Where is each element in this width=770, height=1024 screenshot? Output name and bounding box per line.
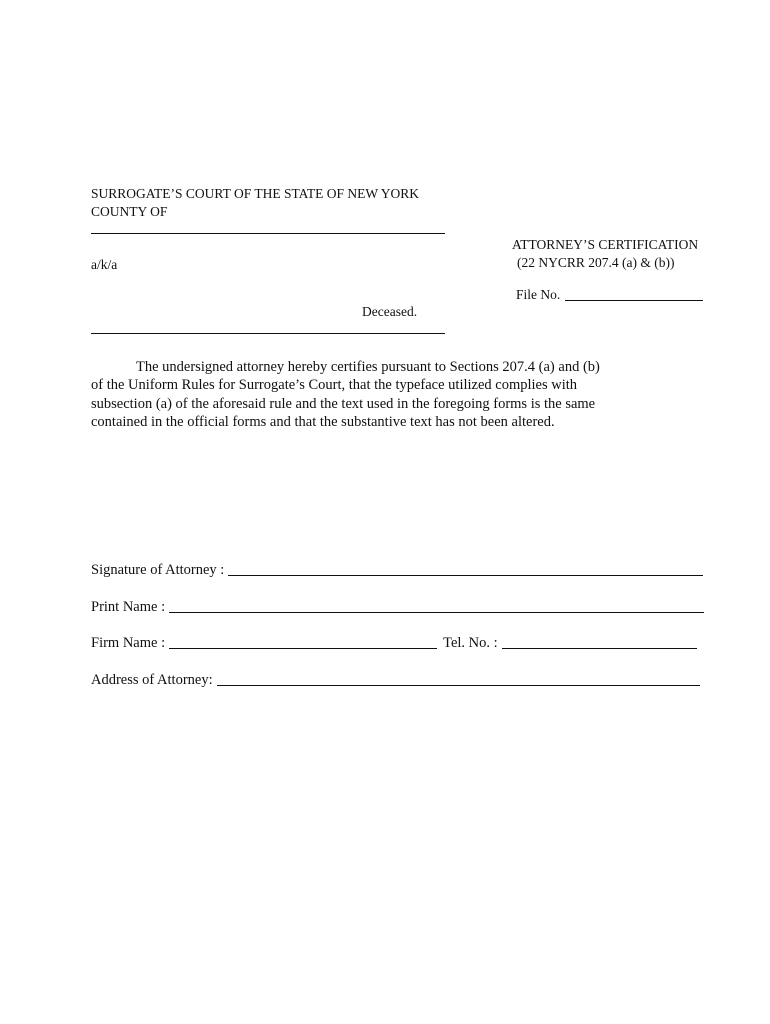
- address-field: [91, 670, 700, 689]
- print-name-label: Print Name :: [91, 599, 166, 615]
- print-name-input-line[interactable]: [169, 597, 704, 613]
- caption-bottom-rule: [91, 333, 445, 334]
- file-no-label: File No.: [516, 287, 561, 302]
- paragraph-line: of the Uniform Rules for Surrogate’s Court, that the typeface utilized complies with: [91, 377, 578, 394]
- firm-name-input-line[interactable]: [169, 633, 437, 649]
- signature-field: [91, 560, 703, 579]
- tel-input-line[interactable]: [502, 633, 697, 649]
- caption-top-rule: [91, 233, 445, 234]
- firm-name-field: [91, 633, 697, 652]
- address-input-line[interactable]: [217, 670, 700, 686]
- signature-label: Signature of Attorney :: [91, 562, 225, 578]
- county-of-label: COUNTY OF: [91, 204, 168, 219]
- signature-input-line[interactable]: [228, 560, 703, 576]
- file-no-input-line[interactable]: [565, 286, 703, 301]
- paragraph-line: contained in the official forms and that the substantive text has not been altered.: [91, 414, 555, 431]
- paragraph-line: The undersigned attorney hereby certifies pursuant to Sections 207.4 (a) and (b): [136, 359, 600, 375]
- court-name: SURROGATE’S COURT OF THE STATE OF NEW YORK: [91, 186, 420, 201]
- print-name-field: [91, 597, 704, 616]
- paragraph-line: subsection (a) of the aforesaid rule and the text used in the foregoing forms is the same: [91, 395, 596, 412]
- firm-name-label: Firm Name :: [91, 635, 166, 651]
- certification-citation: (22 NYCRR 207.4 (a) & (b)): [517, 255, 675, 270]
- aka-label: a/k/a: [91, 257, 118, 272]
- file-no-field: [516, 286, 703, 304]
- certification-title: ATTORNEY’S CERTIFICATION: [512, 237, 699, 252]
- tel-label: Tel. No. :: [443, 635, 498, 651]
- deceased-label: Deceased.: [362, 304, 418, 319]
- certification-paragraph: [91, 358, 651, 432]
- address-label: Address of Attorney:: [91, 672, 213, 688]
